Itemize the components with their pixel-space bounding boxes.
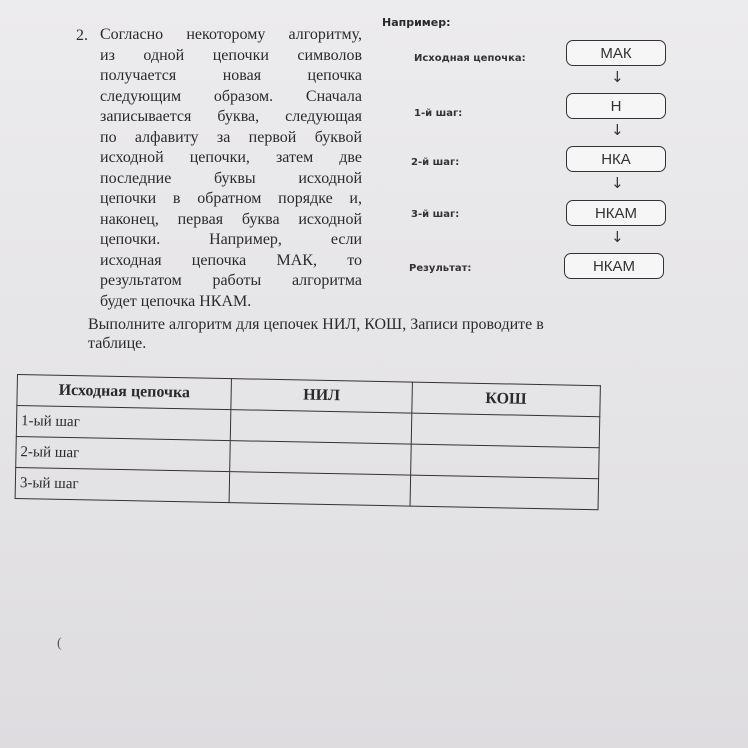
down-arrow-icon: ↓ <box>611 68 624 86</box>
task-line: из одной цепочки символов <box>100 46 362 64</box>
task-line: по алфавиту за первой буквой <box>100 128 362 146</box>
example-label-step1: 1-й шаг: <box>414 108 463 119</box>
example-box-step3: НКАМ <box>566 200 666 226</box>
task-line: цепочки. Например, если <box>100 231 362 248</box>
example-label-result: Результат: <box>409 263 472 274</box>
task-line: исходной цепочки, затем две <box>100 149 362 166</box>
table-cell-kosh[interactable] <box>411 413 600 448</box>
task-instruction-end: таблице. <box>88 335 147 352</box>
example-label-step2: 2-й шаг: <box>411 157 460 168</box>
table-cell-nil[interactable] <box>231 410 412 444</box>
down-arrow-icon: ↓ <box>611 121 624 139</box>
task-description <box>100 25 362 312</box>
example-heading: Например: <box>382 16 451 29</box>
answer-table <box>15 374 601 510</box>
table-cell-nil[interactable] <box>230 441 411 475</box>
task-instruction: Выполните алгоритм для цепочек НИЛ, КОШ, Записи проводите в <box>88 316 544 333</box>
down-arrow-icon: ↓ <box>611 174 624 192</box>
task-line: записывается буква, следующая <box>100 108 362 125</box>
task-line: наконец, первая буква исходной <box>100 210 362 228</box>
task-number: 2. <box>76 27 88 44</box>
task-line: исходная цепочка МАК, то <box>100 251 362 269</box>
stray-pen-mark: ( <box>57 636 62 651</box>
table-cell-step: 2-ый шаг <box>16 436 231 471</box>
example-label-step3: 3-й шаг: <box>411 209 460 220</box>
table-cell-kosh[interactable] <box>410 475 599 510</box>
task-line: цепочки в обратном порядке и, <box>100 190 362 207</box>
task-line: Согласно некоторому алгоритму, <box>100 26 362 43</box>
task-line: получается новая цепочка <box>100 67 362 84</box>
task-line: будет цепочка НКАМ. <box>100 292 252 310</box>
task-line: результатом работы алгоритма <box>100 272 362 289</box>
down-arrow-icon: ↓ <box>611 228 624 246</box>
example-label-source: Исходная цепочка: <box>414 53 526 64</box>
task-line: следующим образом. Сначала <box>100 87 362 105</box>
table-cell-step: 1-ый шаг <box>16 406 231 441</box>
table-cell-nil[interactable] <box>229 472 410 506</box>
example-box-step1: Н <box>566 93 666 119</box>
table-cell-step: 3-ый шаг <box>15 467 230 502</box>
table-cell-kosh[interactable] <box>410 444 599 479</box>
example-box-step2: НКА <box>566 146 666 172</box>
table-header-source: Исходная цепочка <box>17 375 232 410</box>
task-line: последние буквы исходной <box>100 169 362 187</box>
example-box-result: НКАМ <box>564 253 664 279</box>
table-header-nil: НИЛ <box>231 379 412 413</box>
table-header-kosh: КОШ <box>411 382 600 417</box>
example-box-source: МАК <box>566 40 666 66</box>
